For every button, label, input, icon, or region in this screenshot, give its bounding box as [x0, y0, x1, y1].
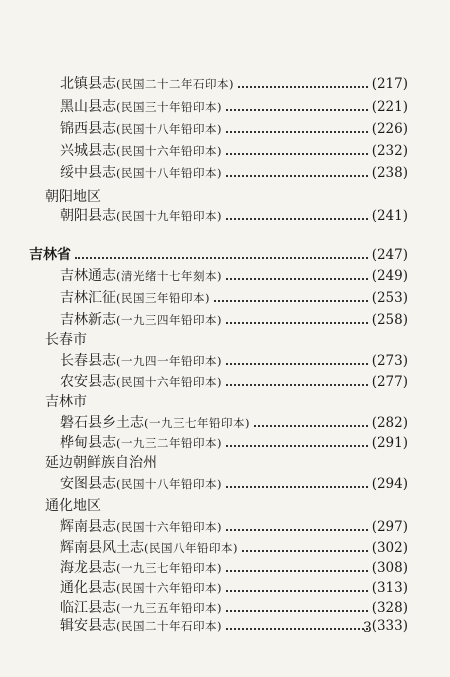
entry-page-ref: (328)	[371, 600, 408, 616]
leader-dots	[226, 486, 368, 488]
region-heading: 通化地区	[45, 498, 101, 514]
region-heading: 朝阳地区	[45, 189, 101, 205]
entry-title: 长春县志	[60, 353, 116, 369]
leader-dots	[226, 570, 368, 572]
leader-dots	[226, 175, 368, 177]
leader-dots	[226, 153, 368, 155]
leader-dots	[226, 278, 368, 280]
entry-edition-note: (民国十六年铅印本)	[116, 581, 222, 595]
leader-dots	[226, 445, 368, 447]
entry-page-ref: (333)	[371, 618, 408, 634]
toc-entry	[60, 287, 408, 309]
entry-title: 黑山县志	[60, 99, 116, 115]
leader-dots	[214, 300, 368, 302]
region-heading: 长春市	[45, 332, 87, 348]
entry-edition-note: (一九三四年铅印本)	[116, 313, 222, 327]
toc-entry	[60, 96, 408, 118]
entry-title: 兴城县志	[60, 143, 116, 159]
toc-entry	[60, 577, 408, 599]
entry-title: 绥中县志	[60, 165, 116, 181]
entry-title: 辑安县志	[60, 618, 116, 634]
entry-page-ref: (277)	[371, 374, 408, 390]
entry-edition-note: (民国三年铅印本)	[116, 291, 210, 305]
toc-entry	[60, 265, 408, 287]
entry-title: 朝阳县志	[60, 208, 116, 224]
page-number: 3	[363, 620, 372, 636]
entry-edition-note: (民国十八年铅印本)	[116, 477, 222, 491]
leader-dots	[238, 86, 368, 88]
leader-dots	[226, 109, 368, 111]
entry-page-ref: (297)	[371, 519, 408, 535]
toc-entry	[60, 140, 408, 162]
entry-edition-note: (民国十六年铅印本)	[116, 375, 222, 389]
entry-page-ref: (258)	[371, 312, 408, 328]
entry-title: 吉林通志	[60, 268, 116, 284]
entry-title: 安图县志	[60, 476, 116, 492]
toc-entry	[60, 473, 408, 495]
entry-edition-note: (民国十八年铅印本)	[116, 122, 222, 136]
entry-page-ref: (282)	[371, 415, 408, 431]
region-heading: 吉林市	[45, 394, 87, 410]
entry-edition-note: (一九三二年铅印本)	[116, 436, 222, 450]
entry-edition-note: (清光绪十七年刻本)	[116, 269, 222, 283]
entry-page-ref: (313)	[371, 580, 408, 596]
toc-entry	[60, 412, 408, 434]
entry-page-ref: (217)	[371, 76, 408, 92]
leader-dots	[226, 590, 368, 592]
toc-entry	[60, 118, 408, 140]
leader-dots	[75, 257, 368, 259]
entry-title: 桦甸县志	[60, 435, 116, 451]
entry-page-ref: (232)	[371, 143, 408, 159]
toc-entry	[60, 516, 408, 538]
entry-title: 海龙县志	[60, 560, 116, 576]
entry-page-ref: (273)	[371, 353, 408, 369]
entry-page-ref: (249)	[371, 268, 408, 284]
entry-title: 辉南县志	[60, 519, 116, 535]
toc-entry	[60, 432, 408, 454]
toc-entry	[60, 615, 408, 637]
toc-entry	[60, 537, 408, 559]
leader-dots	[226, 610, 368, 612]
toc-entry	[60, 162, 408, 184]
entry-page-ref: (226)	[371, 121, 408, 137]
entry-edition-note: (一九三七年铅印本)	[144, 416, 250, 430]
entry-page-ref: (302)	[371, 540, 408, 556]
entry-edition-note: (民国二十年石印本)	[116, 619, 222, 633]
entry-edition-note: (一九三五年铅印本)	[116, 601, 222, 615]
entry-page-ref: (291)	[371, 435, 408, 451]
entry-edition-note: (一九三七年铅印本)	[116, 561, 222, 575]
entry-edition-note: (民国十九年铅印本)	[116, 209, 222, 223]
entry-edition-note: (民国十八年铅印本)	[116, 166, 222, 180]
entry-edition-note: (民国十六年铅印本)	[116, 144, 222, 158]
leader-dots	[226, 384, 368, 386]
entry-title: 吉林新志	[60, 312, 116, 328]
entry-edition-note: (民国十六年铅印本)	[116, 520, 222, 534]
toc-entry	[60, 371, 408, 393]
toc-province-entry	[29, 244, 408, 266]
leader-dots	[226, 529, 368, 531]
entry-page-ref: (247)	[371, 247, 408, 263]
province-title: 吉林省	[29, 247, 71, 263]
entry-page-ref: (238)	[371, 165, 408, 181]
leader-dots	[226, 363, 368, 365]
toc-entry	[60, 73, 408, 95]
entry-page-ref: (241)	[371, 208, 408, 224]
region-heading: 延边朝鲜族自治州	[45, 455, 157, 471]
entry-title: 北镇县志	[60, 76, 116, 92]
entry-title: 通化县志	[60, 580, 116, 596]
leader-dots	[226, 218, 368, 220]
entry-title: 锦西县志	[60, 121, 116, 137]
entry-edition-note: (民国八年铅印本)	[144, 541, 238, 555]
leader-dots	[254, 425, 368, 427]
entry-title: 吉林汇征	[60, 290, 116, 306]
entry-page-ref: (308)	[371, 560, 408, 576]
leader-dots	[242, 550, 368, 552]
entry-page-ref: (221)	[371, 99, 408, 115]
entry-page-ref: (253)	[371, 290, 408, 306]
entry-page-ref: (294)	[371, 476, 408, 492]
leader-dots	[226, 131, 368, 133]
entry-edition-note: (一九四一年铅印本)	[116, 354, 222, 368]
entry-edition-note: (民国二十二年石印本)	[116, 77, 234, 91]
leader-dots	[226, 628, 368, 630]
entry-title: 农安县志	[60, 374, 116, 390]
toc-entry	[60, 205, 408, 227]
leader-dots	[226, 322, 368, 324]
entry-title: 临江县志	[60, 600, 116, 616]
toc-entry	[60, 309, 408, 331]
entry-edition-note: (民国三十年铅印本)	[116, 100, 222, 114]
entry-title: 磐石县乡土志	[60, 415, 144, 431]
toc-entry	[60, 350, 408, 372]
toc-entry	[60, 557, 408, 579]
entry-title: 辉南县风土志	[60, 540, 144, 556]
